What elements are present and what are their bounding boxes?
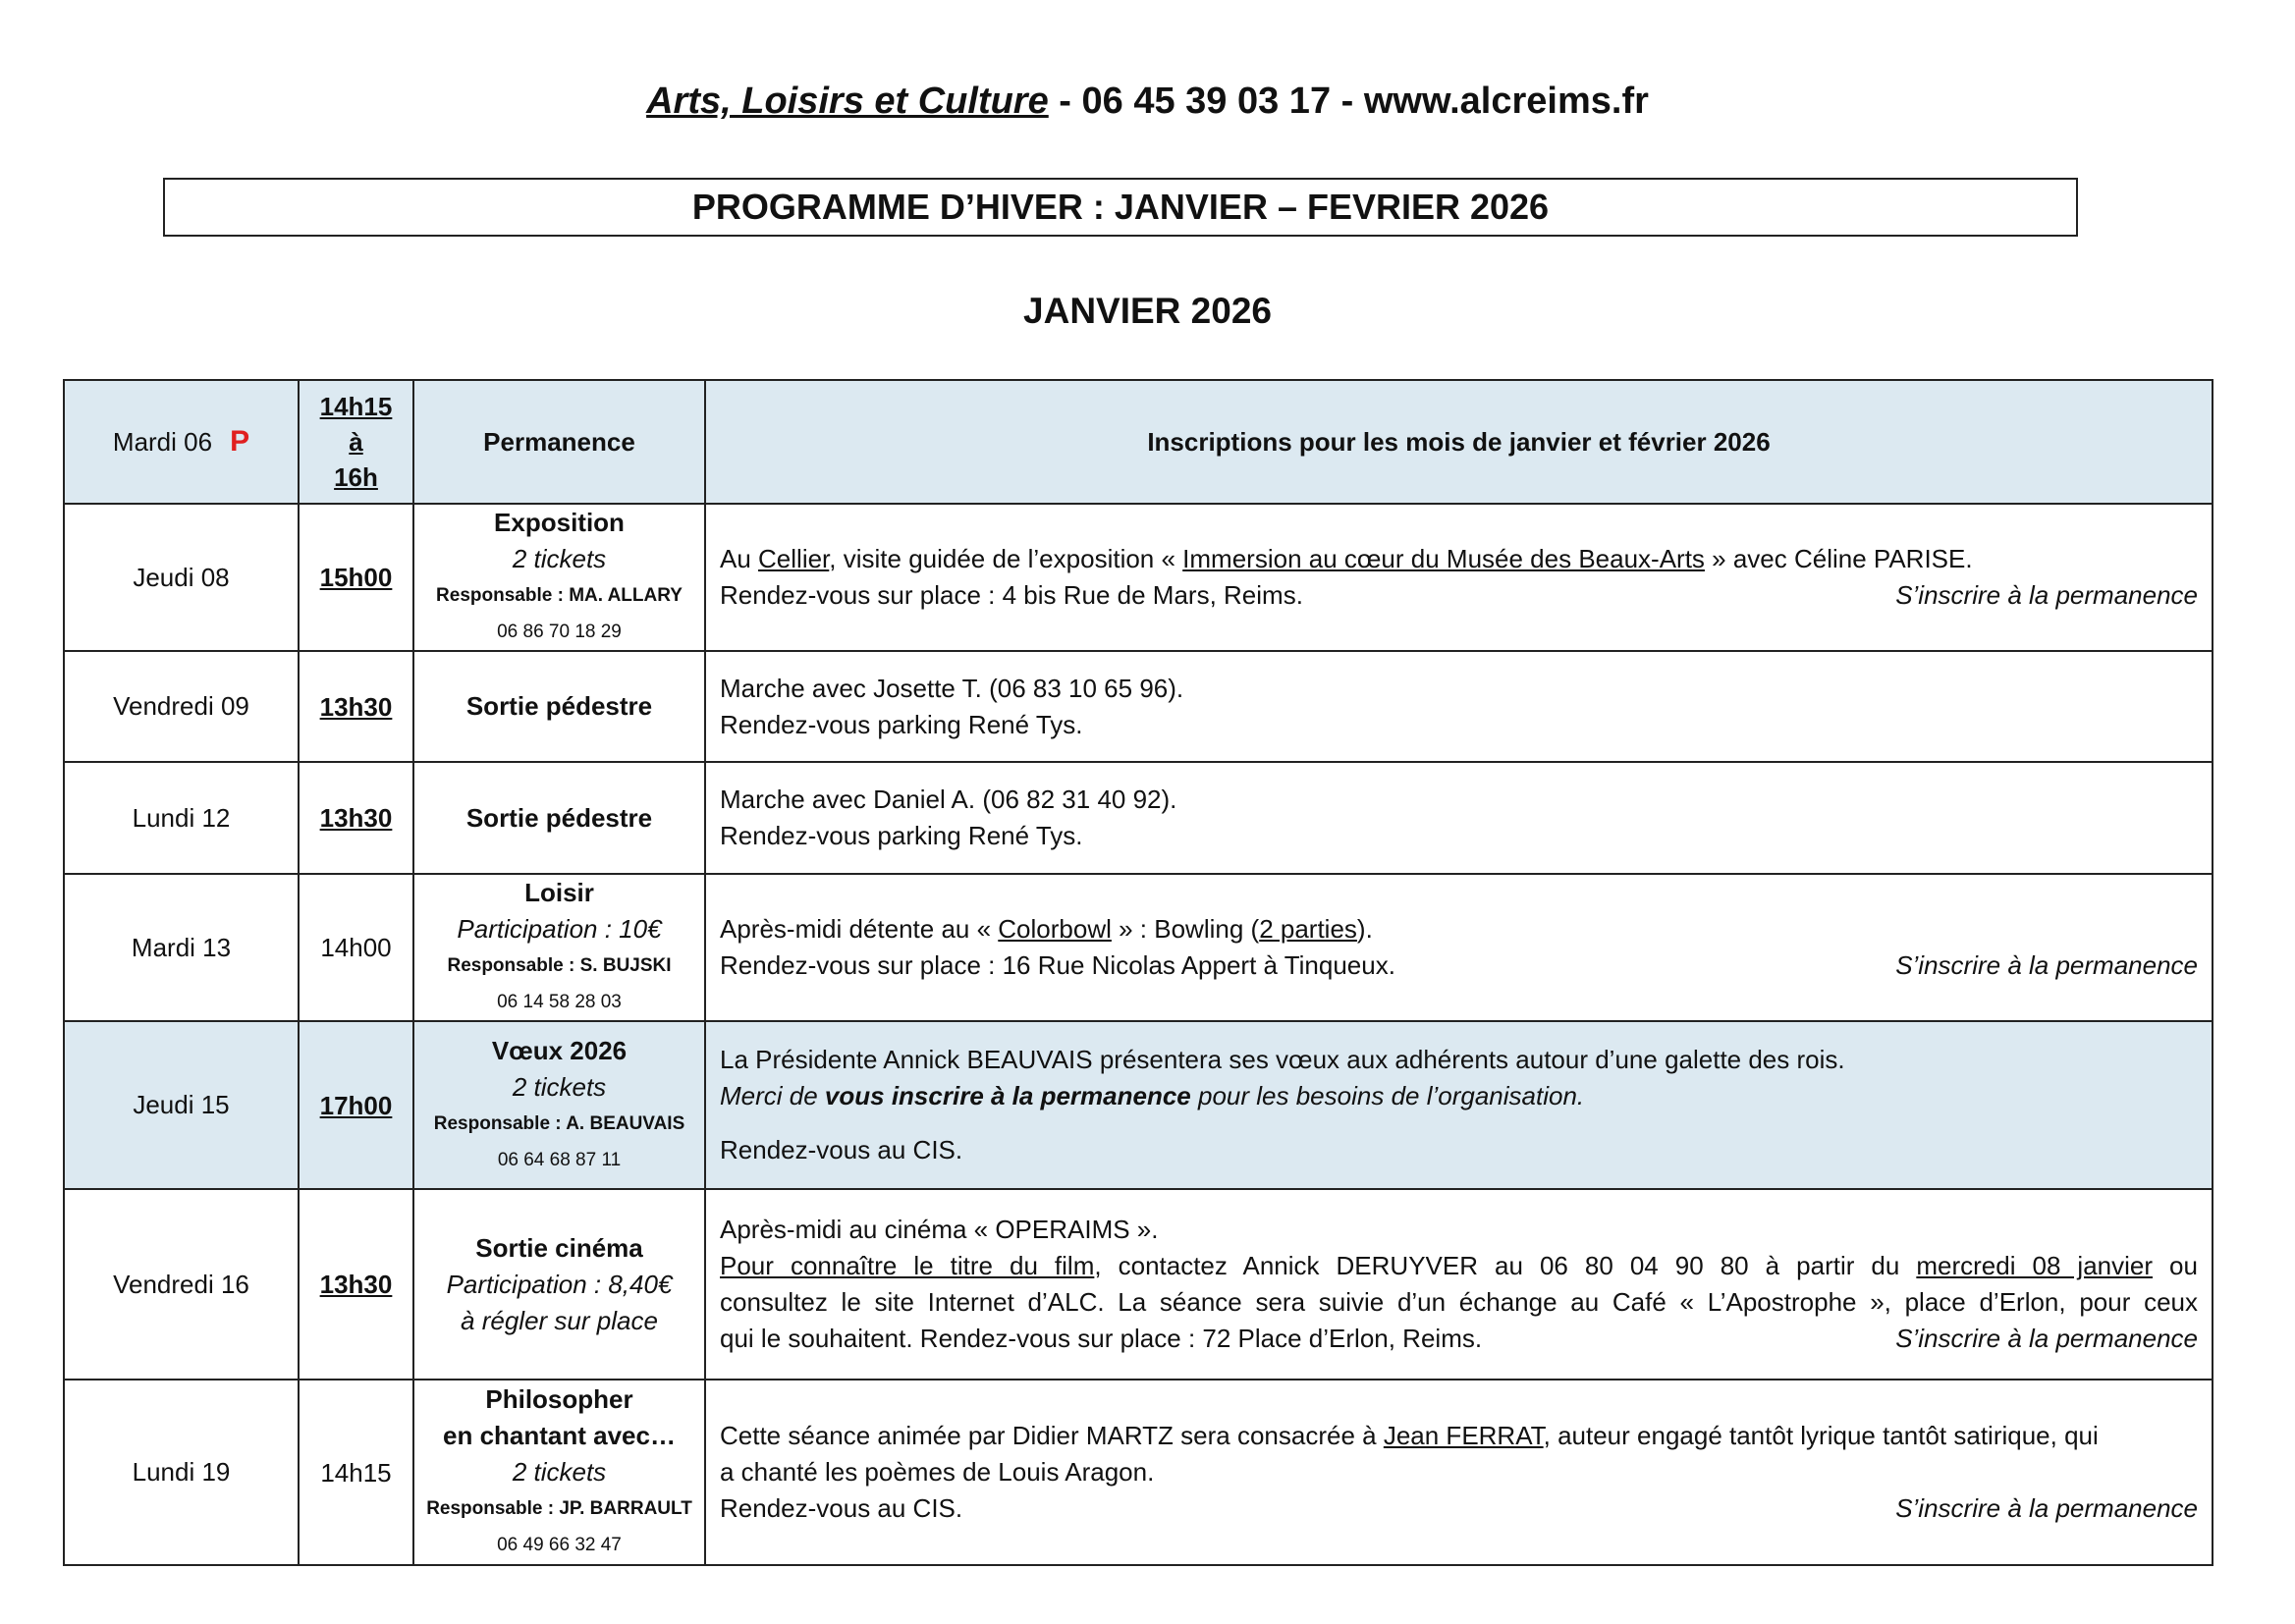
description-line xyxy=(720,424,2198,460)
month-heading: JANVIER 2026 xyxy=(1023,291,1272,331)
day-label: Jeudi 15 xyxy=(133,1090,230,1119)
activity-line: Loisir xyxy=(524,878,594,907)
table-row xyxy=(64,1021,2213,1189)
text-segment: Rendez-vous au CIS. xyxy=(720,1493,963,1523)
table-row xyxy=(64,380,2213,504)
description-cell xyxy=(705,874,2213,1021)
description-line xyxy=(720,947,2198,984)
time-cell xyxy=(299,380,413,504)
text-segment: Rendez-vous au CIS. xyxy=(720,1135,963,1164)
time-cell xyxy=(299,1189,413,1380)
table-row xyxy=(64,651,2213,762)
description-cell xyxy=(705,1189,2213,1380)
inscribe-note: S’inscrire à la permanence xyxy=(1895,950,2198,980)
description-line xyxy=(720,818,2198,854)
activity-line: Vœux 2026 xyxy=(491,1035,628,1065)
description-line xyxy=(720,1212,2198,1248)
activity-line: 06 64 68 87 11 xyxy=(497,1149,622,1170)
text-segment: Cette séance animée par Didier MARTZ sera consacrée à xyxy=(720,1421,1384,1450)
day-label: Lundi 12 xyxy=(132,802,231,833)
description-line xyxy=(720,1042,2198,1078)
day-label: Vendredi 09 xyxy=(113,691,249,721)
text-segment: Marche avec Daniel A. (06 82 31 40 92). xyxy=(720,785,1177,814)
table-row xyxy=(64,874,2213,1021)
description-line xyxy=(720,707,2198,743)
activity-cell xyxy=(413,762,705,874)
activity-line: Responsable : A. BEAUVAIS xyxy=(433,1112,685,1134)
day-label: Vendredi 16 xyxy=(113,1269,249,1299)
time-cell xyxy=(299,651,413,762)
schedule-table xyxy=(63,379,2213,1566)
day-cell xyxy=(64,504,299,651)
text-segment: » : Bowling ( xyxy=(1111,914,1260,944)
activity-line: à régler sur place xyxy=(461,1305,658,1335)
time-label: 14h15 xyxy=(319,392,393,421)
text-segment: Rendez-vous sur place : 16 Rue Nicolas Appert à Tinqueux. xyxy=(720,950,1395,980)
description-line xyxy=(720,1248,2198,1284)
time-label: 13h30 xyxy=(319,803,393,833)
table-row xyxy=(64,1380,2213,1565)
text-segment: Immersion au cœur du Musée des Beaux-Arts xyxy=(1182,544,1705,573)
activity-line: Sortie pédestre xyxy=(465,802,653,833)
time-label: 15h00 xyxy=(319,563,393,592)
table-row xyxy=(64,504,2213,651)
header xyxy=(0,81,2295,123)
text-segment: Merci de xyxy=(720,1081,825,1110)
activity-cell xyxy=(413,1189,705,1380)
text-segment: Pour connaître le titre du film xyxy=(720,1251,1095,1280)
activity-line: Participation : 8,40€ xyxy=(446,1269,673,1299)
text-segment: mercredi 08 janvier xyxy=(1916,1251,2154,1280)
description-cell xyxy=(705,1380,2213,1565)
activity-line: Responsable : S. BUJSKI xyxy=(447,955,672,976)
activity-line: Sortie pédestre xyxy=(465,691,653,721)
table-row xyxy=(64,1189,2213,1380)
time-cell xyxy=(299,1021,413,1189)
day-cell xyxy=(64,1189,299,1380)
text-segment: ). xyxy=(1356,914,1373,944)
text-segment: Après-midi au cinéma « OPERAIMS ». xyxy=(720,1215,1159,1244)
text-segment: » avec Céline PARISE. xyxy=(1704,544,1973,573)
activity-cell xyxy=(413,1380,705,1565)
time-label: 14h15 xyxy=(320,1457,392,1488)
description-cell xyxy=(705,380,2213,504)
description-cell xyxy=(705,651,2213,762)
activity-line: Responsable : JP. BARRAULT xyxy=(426,1498,692,1519)
activity-cell xyxy=(413,651,705,762)
activity-cell xyxy=(413,1021,705,1189)
activity-line: Sortie cinéma xyxy=(475,1232,643,1263)
activity-line: Responsable : MA. ALLARY xyxy=(436,585,683,606)
description-line xyxy=(720,782,2198,818)
day-label: Mardi 13 xyxy=(131,932,232,962)
text-segment: Marche avec Josette T. (06 83 10 65 96). xyxy=(720,673,1184,703)
activity-line: 06 14 58 28 03 xyxy=(497,992,622,1012)
activity-line: Participation : 10€ xyxy=(457,914,662,944)
text-segment: ou xyxy=(2153,1251,2198,1280)
day-label: Lundi 19 xyxy=(132,1457,231,1487)
inscribe-note: S’inscrire à la permanence xyxy=(1895,1493,2198,1523)
time-label: 17h00 xyxy=(319,1090,393,1120)
description-line xyxy=(720,1454,2198,1490)
activity-cell xyxy=(413,874,705,1021)
description-line xyxy=(720,1132,2198,1168)
time-label: 16h xyxy=(334,462,378,492)
time-label: 13h30 xyxy=(319,1270,393,1299)
inscribe-note: S’inscrire à la permanence xyxy=(1895,1324,2198,1353)
text-segment: Inscriptions pour les mois de janvier et février 2026 xyxy=(1147,426,1771,457)
activity-line: 2 tickets xyxy=(512,544,607,573)
text-segment: Rendez-vous parking René Tys. xyxy=(720,821,1083,850)
permanence-mark: P xyxy=(230,425,250,458)
activity-line: Exposition xyxy=(494,508,625,537)
text-segment: vous inscrire à la permanence xyxy=(824,1081,1191,1110)
text-segment: Rendez-vous parking René Tys. xyxy=(720,709,1083,739)
text-segment: Rendez-vous sur place : 4 bis Rue de Mars, Reims. xyxy=(720,580,1303,610)
spacer xyxy=(720,1114,2198,1132)
time-cell xyxy=(299,762,413,874)
day-cell xyxy=(64,762,299,874)
text-segment: a chanté les poèmes de Louis Aragon. xyxy=(720,1457,1155,1487)
text-segment: , visite guidée de l’exposition « xyxy=(829,544,1183,573)
activity-cell xyxy=(413,380,705,504)
day-label: Mardi 06 xyxy=(112,427,213,457)
day-label: Jeudi 08 xyxy=(133,562,230,592)
text-segment: consultez le site Internet d’ALC. La séance sera suivie d’un échange au Café « L’Apostrophe », place d’Erlon, pour ceux xyxy=(720,1287,2198,1317)
activity-line: Permanence xyxy=(483,426,635,457)
org-phone: - 06 45 39 03 17 - xyxy=(1048,81,1364,122)
org-website: www.alcreims.fr xyxy=(1363,81,1649,122)
time-cell xyxy=(299,874,413,1021)
activity-line: 2 tickets xyxy=(512,1071,607,1102)
time-label: 13h30 xyxy=(319,691,393,722)
description-line xyxy=(720,1418,2198,1454)
description-line xyxy=(720,1321,2198,1357)
activity-line: 06 49 66 32 47 xyxy=(497,1535,622,1555)
activity-line: 06 86 70 18 29 xyxy=(497,622,622,642)
description-line xyxy=(720,671,2198,707)
description-line xyxy=(720,1078,2198,1114)
day-cell xyxy=(64,874,299,1021)
description-line xyxy=(720,1284,2198,1321)
description-line xyxy=(720,541,2198,577)
text-segment: qui le souhaitent. Rendez-vous sur place : 72 Place d’Erlon, Reims. xyxy=(720,1324,1483,1353)
time-label: 14h00 xyxy=(320,933,392,962)
day-cell xyxy=(64,1021,299,1189)
activity-line: Philosopher xyxy=(485,1384,633,1414)
text-segment: Cellier xyxy=(758,544,830,573)
description-cell xyxy=(705,1021,2213,1189)
day-cell xyxy=(64,1380,299,1565)
text-segment: La Présidente Annick BEAUVAIS présentera ses vœux aux adhérents autour d’une galette des rois. xyxy=(720,1045,1845,1074)
description-cell xyxy=(705,762,2213,874)
description-cell xyxy=(705,504,2213,651)
inscribe-note: S’inscrire à la permanence xyxy=(1895,580,2198,610)
text-segment: Au xyxy=(720,544,759,573)
time-cell xyxy=(299,504,413,651)
time-cell xyxy=(299,1380,413,1565)
day-cell xyxy=(64,380,299,504)
org-name: Arts, Loisirs et Culture xyxy=(646,81,1049,122)
text-segment: 2 parties xyxy=(1259,914,1357,944)
text-segment: pour les besoins de l’organisation. xyxy=(1190,1081,1585,1110)
text-segment: , auteur engagé tantôt lyrique tantôt satirique, qui xyxy=(1543,1421,2099,1450)
activity-line: 2 tickets xyxy=(512,1457,607,1487)
program-title: PROGRAMME D’HIVER : JANVIER – FEVRIER 2026 xyxy=(163,178,2078,237)
text-segment: Jean FERRAT xyxy=(1383,1421,1544,1450)
activity-line: en chantant avec… xyxy=(443,1421,676,1450)
table-row xyxy=(64,762,2213,874)
day-cell xyxy=(64,651,299,762)
description-line xyxy=(720,577,2198,614)
description-line xyxy=(720,1490,2198,1527)
text-segment: , contactez Annick DERUYVER au 06 80 04 90 80 à partir du xyxy=(1094,1251,1917,1280)
activity-cell xyxy=(413,504,705,651)
time-label: à xyxy=(349,427,363,457)
text-segment: Colorbowl xyxy=(998,914,1112,944)
description-line xyxy=(720,911,2198,947)
text-segment: Après-midi détente au « xyxy=(720,914,999,944)
